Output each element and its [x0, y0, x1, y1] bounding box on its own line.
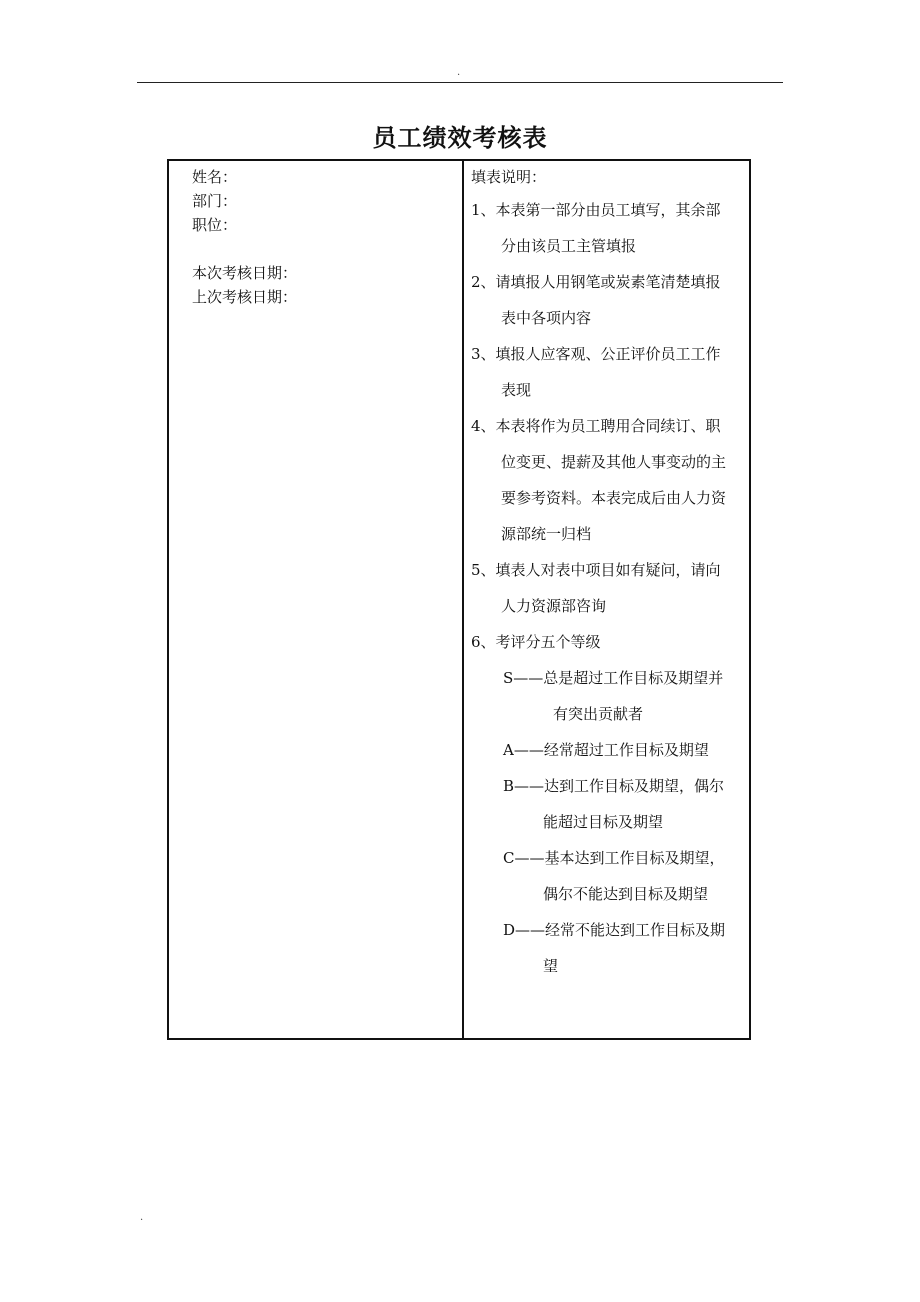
instructions-heading: 填表说明：	[471, 168, 547, 186]
last-review-date-field: 上次考核日期：	[192, 288, 298, 306]
name-field: 姓名：	[192, 168, 238, 186]
grade-item-c: C——基本达到工作目标及期望， 偶尔不能达到目标及期望	[503, 849, 725, 903]
column-divider	[462, 161, 464, 1038]
instruction-item: 5、填表人对表中项目如有疑问，请向 人力资源部咨询	[471, 561, 721, 615]
header-rule	[137, 82, 783, 83]
grade-item-a: A——经常超过工作目标及期望	[503, 741, 709, 759]
instruction-item: 6、考评分五个等级	[471, 633, 601, 651]
instruction-item: 1、本表第一部分由员工填写，其余部 分由该员工主管填报	[471, 201, 721, 255]
department-field: 部门：	[192, 192, 238, 210]
position-field: 职位：	[192, 216, 238, 234]
instruction-item: 3、填报人应客观、公正评价员工工作 表现	[471, 345, 721, 399]
grade-item-d: D——经常不能达到工作目标及期 望	[503, 921, 726, 975]
footer-dot: .	[140, 1212, 144, 1223]
grade-item-s: S——总是超过工作目标及期望并 有突出贡献者	[503, 669, 724, 723]
page-title: 员工绩效考核表	[372, 124, 548, 152]
employee-info-section	[192, 165, 297, 309]
grade-item-b: B——达到工作目标及期望，偶尔 能超过目标及期望	[503, 777, 725, 831]
evaluation-form-table	[167, 159, 751, 1040]
current-review-date-field: 本次考核日期：	[192, 264, 298, 282]
instruction-item: 4、本表将作为员工聘用合同续订、职 位变更、提薪及其他人事变动的主 要参考资料。本表完成后由人力资 源部统一归档	[471, 417, 727, 543]
header-dot: .	[457, 67, 461, 78]
instructions-section	[471, 164, 746, 984]
instruction-item: 2、请填报人用钢笔或炭素笔清楚填报 表中各项内容	[471, 273, 721, 327]
